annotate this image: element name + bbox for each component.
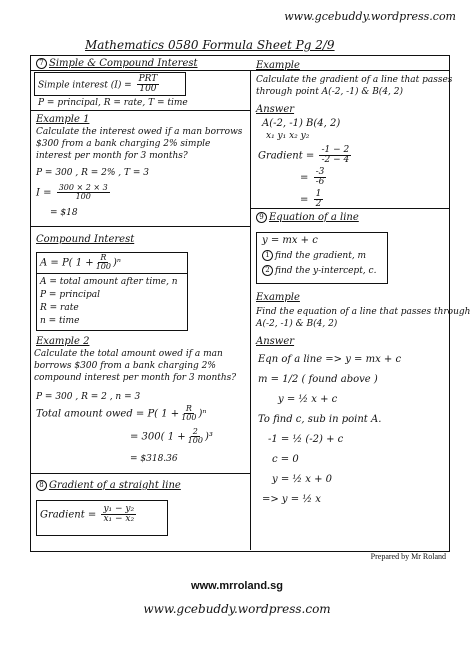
ci-legend-item: n = time [40, 316, 80, 326]
equation-of-line-formula: y = mx + c [262, 235, 318, 246]
example-2-step-1-rhs: )ⁿ [198, 408, 207, 420]
gradient-point-labels: x₁ y₁ x₂ y₂ [266, 131, 310, 141]
ci-formula-lhs: A = P( 1 + [40, 257, 94, 269]
example-1-line: interest per month for 3 months? [36, 151, 188, 161]
line-answer-step: y = ½ x + c [278, 394, 338, 405]
example-2-step-1-numerator: R [185, 404, 192, 413]
gradient-example-question [256, 74, 452, 98]
example-2-question [34, 348, 236, 384]
gradient-working-numerator-2: -3 [315, 167, 325, 177]
sheet-title: Mathematics 0580 Formula Sheet Pg 2/9 [85, 38, 335, 52]
example-2-step-1-lhs: Total amount owed = P( 1 + [36, 408, 180, 420]
gradient-points: A(-2, -1) B(4, 2) [262, 118, 341, 129]
example-1-calc-lhs: I = [36, 187, 52, 199]
si-formula-numerator: PRT [138, 74, 158, 84]
section-7-heading [36, 58, 198, 69]
line-answer-step: c = 0 [272, 454, 299, 465]
simple-interest-legend: P = principal, R = rate, T = time [38, 98, 188, 108]
site-url-middle: www.mrroland.sg [191, 580, 283, 592]
gradient-working-2 [300, 168, 328, 188]
example-2-line: compound interest per month for 3 months? [34, 373, 237, 383]
equation-step-2-text: find the y-intercept, c. [275, 266, 377, 276]
compound-interest-formula [40, 254, 121, 272]
example-2-step-1-denominator: 100 [181, 413, 197, 423]
gradient-working-numerator-1: -1 − 2 [321, 145, 350, 155]
example-1-line: Calculate the interest owed if a man borrows [36, 127, 243, 137]
gradient-example-line: through point A(-2, -1) & B(4, 2) [256, 87, 404, 97]
line-answer-step: y = ½ x + 0 [272, 474, 332, 485]
gradient-formula-denominator: x₁ − x₂ [103, 514, 135, 525]
line-answer-step: m = 1/2 ( found above ) [258, 374, 378, 385]
gradient-formula [40, 505, 138, 525]
line-answer-working [258, 350, 401, 510]
example-2-values: P = 300 , R = 2 , n = 3 [36, 392, 141, 402]
ci-legend-item: P = principal [40, 290, 100, 300]
example-2-step-2 [130, 428, 213, 446]
gradient-working-numerator-3: 1 [315, 189, 322, 199]
gradient-working-denominator-3: 2 [315, 199, 322, 210]
equation-step-1-text: find the gradient, m [275, 251, 367, 261]
gradient-example-line: Calculate the gradient of a line that passes [256, 75, 453, 85]
section-8-title: Gradient of a straight line [49, 480, 181, 491]
example-1-calc-denominator: 100 [75, 192, 91, 202]
section-7-number: 7 [36, 58, 47, 69]
site-url-bottom: www.gcebuddy.wordpress.com [143, 602, 331, 616]
example-1-question [36, 126, 242, 162]
ci-formula-denominator: 100 [95, 262, 111, 272]
equation-step-1-number: 1 [262, 250, 273, 261]
example-2-step-2-denominator: 100 [187, 436, 203, 446]
example-2-line: Calculate the total amount owed if a man [34, 349, 223, 359]
line-answer-step: -1 = ½ (-2) + c [268, 434, 344, 445]
line-example-question [256, 306, 470, 330]
section-9-number: 9 [256, 212, 267, 223]
gradient-working-eq-3: = [300, 194, 309, 206]
example-1-calc-numerator: 300 × 2 × 3 [58, 183, 108, 192]
example-2-step-2-rhs: )³ [204, 431, 213, 443]
gradient-working-3 [300, 190, 325, 210]
example-2-heading: Example 2 [36, 336, 90, 347]
line-example-line: A(-2, -1) & B(4, 2) [256, 319, 338, 329]
line-answer-step: Eqn of a line => y = mx + c [258, 354, 402, 365]
site-url-top: www.gcebuddy.wordpress.com [284, 10, 456, 23]
left-divider-1 [30, 110, 250, 111]
gradient-working-eq-2: = [300, 172, 309, 184]
gradient-working-denominator-2: -6 [315, 177, 325, 188]
ci-formula-numerator: R [100, 253, 107, 262]
compound-interest-heading: Compound Interest [36, 234, 135, 245]
example-1-result: = $18 [50, 208, 78, 218]
example-2-step-2-lhs: = 300( 1 + [130, 431, 186, 443]
si-formula-denominator: 100 [139, 84, 157, 95]
line-answer-heading: Answer [256, 336, 295, 347]
compound-interest-legend [40, 276, 178, 328]
line-answer-step: To find c, sub in point A. [258, 414, 382, 425]
simple-interest-formula [38, 75, 161, 95]
equation-step-1 [262, 250, 366, 261]
line-example-line: Find the equation of a line that passes through [256, 307, 471, 317]
prepared-by: Prepared by Mr Roland [370, 552, 446, 561]
example-2-result: = $318.36 [130, 454, 178, 464]
section-7-title: Simple & Compound Interest [49, 58, 198, 69]
gradient-working-denominator-1: -2 − 4 [321, 155, 350, 166]
ci-legend-item: R = rate [40, 303, 79, 313]
left-divider-2 [30, 226, 250, 227]
gradient-formula-lhs: Gradient = [40, 509, 97, 521]
column-divider [250, 70, 251, 550]
line-example-heading: Example [256, 292, 300, 303]
equation-step-2 [262, 265, 376, 276]
right-divider-1 [250, 208, 450, 209]
example-2-step-2-numerator: 2 [192, 427, 198, 436]
section-8-heading [36, 480, 181, 491]
gradient-working-1 [258, 146, 353, 166]
title-divider [30, 70, 450, 71]
line-answer-step: => y = ½ x [262, 494, 321, 505]
example-2-step-1 [36, 405, 206, 423]
section-9-title: Equation of a line [269, 212, 359, 223]
gradient-example-heading: Example [256, 60, 300, 71]
gradient-formula-numerator: y₁ − y₂ [103, 504, 135, 514]
example-1-line: $300 from a bank charging 2% simple [36, 139, 211, 149]
example-1-values: P = 300 , R = 2% , T = 3 [36, 168, 149, 178]
gradient-working-lhs: Gradient = [258, 150, 315, 162]
ci-formula-rhs: )ⁿ [112, 257, 121, 269]
left-divider-3 [30, 473, 250, 474]
equation-step-2-number: 2 [262, 265, 273, 276]
si-formula-lhs: Simple interest (I) = [38, 80, 132, 91]
example-1-calculation [36, 184, 112, 202]
section-9-heading [256, 212, 359, 223]
example-2-line: borrows $300 from a bank charging 2% [34, 361, 216, 371]
ci-legend-item: A = total amount after time, n [40, 277, 178, 287]
section-8-number: 8 [36, 480, 47, 491]
gradient-answer-heading: Answer [256, 104, 295, 115]
example-1-heading: Example 1 [36, 114, 90, 125]
